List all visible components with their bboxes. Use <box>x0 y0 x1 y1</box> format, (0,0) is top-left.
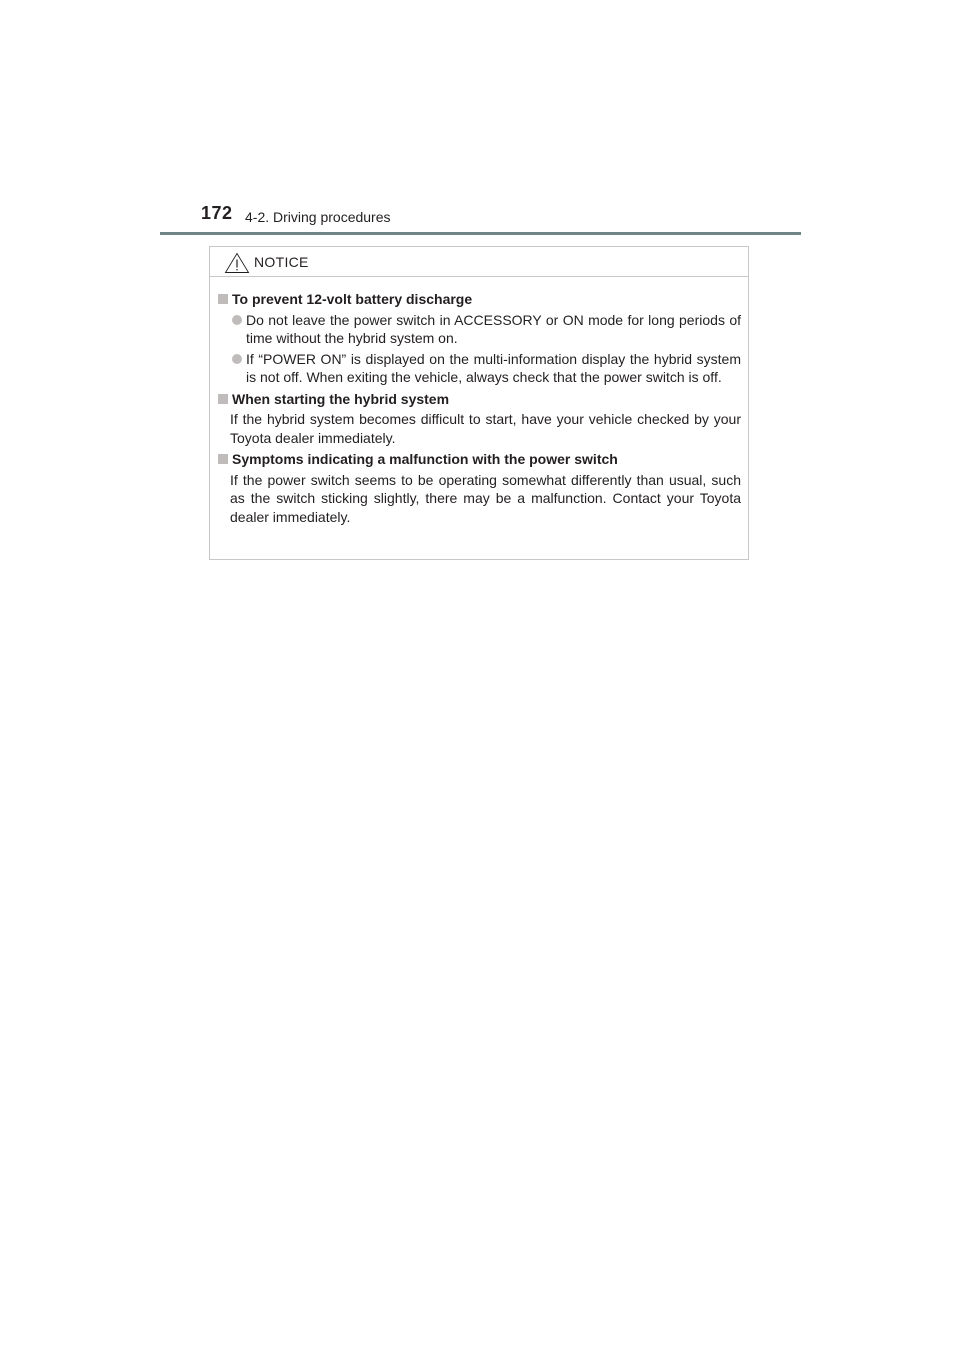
notice-title: NOTICE <box>254 254 309 270</box>
list-item-text: Do not leave the power switch in ACCESSORY or ON mode for long periods of time without the hybrid system on. <box>246 311 741 346</box>
section-heading <box>218 450 741 469</box>
round-bullet-icon <box>232 354 242 364</box>
round-bullet-icon <box>232 315 242 325</box>
section-heading-text: When starting the hybrid system <box>232 390 450 407</box>
warning-triangle-icon <box>224 252 250 274</box>
section-paragraph: If the hybrid system becomes difficult to start, have your vehicle checked by your Toyota dealer immediately. <box>230 411 741 446</box>
header-rule <box>160 232 801 235</box>
section-power-switch-malfunction <box>218 450 741 526</box>
notice-header <box>210 247 748 277</box>
list-item <box>232 311 741 348</box>
section-heading-text: Symptoms indicating a malfunction with the power switch <box>232 451 618 467</box>
list-item <box>232 350 741 387</box>
page-number: 172 <box>201 203 233 223</box>
notice-box <box>209 246 749 560</box>
square-bullet-icon <box>218 454 228 464</box>
section-heading-text: To prevent 12-volt battery discharge <box>232 291 473 307</box>
section-title: 4-2. Driving procedures <box>245 209 391 225</box>
notice-body <box>210 277 748 526</box>
section-heading <box>218 290 741 309</box>
square-bullet-icon <box>218 394 228 404</box>
section-heading <box>218 390 741 409</box>
section-battery-discharge <box>218 290 741 387</box>
square-bullet-icon <box>218 294 228 304</box>
section-paragraph: If the power switch seems to be operating somewhat differently than usual, such as the switch sticking slightly, there may be a malfunction. Contact your Toyota dealer immediately. <box>230 471 741 525</box>
list-item-text: If “POWER ON” is displayed on the multi-information display the hybrid system is not off. When exiting the vehicle, always check that the power switch is off. <box>246 350 741 385</box>
section-starting-hybrid <box>218 390 741 448</box>
